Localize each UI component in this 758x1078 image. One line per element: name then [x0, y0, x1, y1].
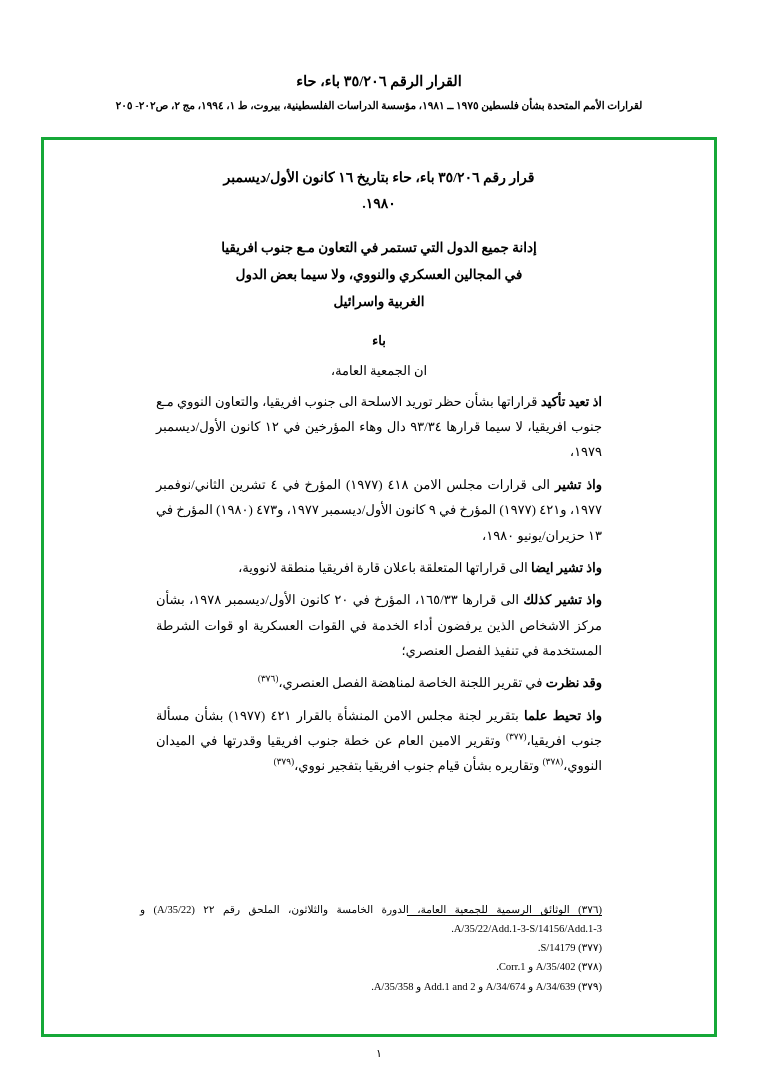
paragraph-6-text-3: وتقاريره بشأن قيام جنوب افريقيا بتفجير نووي، [294, 758, 543, 774]
content-frame [41, 137, 717, 1037]
resolution-title-line2: في المجالين العسكري والنووي، ولا سيما بعض الدول [235, 266, 523, 282]
paragraph-3-text: الى قراراتها المتعلقة باعلان قارة افريقيا منطقة لانووية، [238, 559, 532, 575]
resolution-heading-line2: ١٩٨٠. [362, 196, 396, 212]
footnote-376-marker: (٣٧٦) [578, 905, 603, 917]
paragraph-5 [156, 670, 602, 695]
paragraph-4-lead: واذ تشير كذلك [523, 592, 602, 608]
resolution-heading-line1: قرار رقم ٣٥/٢٠٦ باء، حاء بتاريخ ١٦ كانون الأول/ديسمبر [223, 171, 535, 186]
footnotes-block [140, 902, 602, 998]
paragraph-5-lead: وقد نظرت [545, 675, 602, 691]
paragraph-2-text: الى قرارات مجلس الامن ٤١٨ (١٩٧٧) المؤرخ في ٤ تشرين الثاني/نوفمبر ١٩٧٧، و٤٢١ (١٩٧٧) المؤرخ في ٩ كانون الأول/ديسمبر ١٩٧٧، و٤٧٣ (١٩٨٠) المؤرخ في ١٣ حزيران/يونيو ١٩٨٠، [156, 476, 602, 543]
footnote-378 [140, 959, 602, 977]
page-number: ١ [376, 1048, 382, 1060]
source-citation: لقرارات الأمم المتحدة بشأن فلسطين ١٩٧٥ ــ ١٩٨١، مؤسسة الدراسات الفلسطينية، بيروت، ط ١، ١٩٩٤، مج ٢، ص٢٠٢- ٢٠٥ [115, 101, 643, 113]
paragraph-2 [156, 472, 602, 548]
footnote-377-marker: (٣٧٧) [578, 942, 602, 954]
resolution-title-line1: إدانة جميع الدول التي تستمر في التعاون مـع جنوب افريقيا [221, 239, 537, 255]
footnote-ref-376[interactable]: (٣٧٦) [257, 673, 279, 684]
resolution-body [44, 166, 714, 786]
footnote-377 [140, 940, 602, 958]
footnote-379-text: A/34/639 و A/34/674 و Add.1 and 2 و A/35/358. [371, 981, 579, 993]
resolution-title-line3: الغربية واسرائيل [333, 293, 425, 309]
footnote-378-text: A/35/402 و Corr.1. [496, 962, 579, 974]
footnote-376-text: الوثائق الرسمية للجمعية العامة، الدورة الخامسة والثلاثون، الملحق رقم ٢٢ (A/35/22) و A/35/22/Add.1-3-S/14156/Add.1-3. [140, 905, 602, 935]
paragraph-1-lead: اذ تعيد تأكيد [540, 393, 602, 409]
paragraph-6 [156, 703, 602, 779]
footnote-378-marker: (٣٧٨) [578, 962, 602, 974]
paragraph-6-text-2: وتقرير الامين العام عن خطة جنوب افريقيا وقدرتها في الميدان النووي، [156, 732, 602, 774]
footnote-ref-379[interactable]: (٣٧٩) [273, 756, 295, 767]
paragraph-6-lead: واذ تحيط علما [524, 707, 602, 723]
paragraph-4-text: الى قرارها ١٦٥/٣٣، المؤرخ في ٢٠ كانون الأول/ديسمبر ١٩٧٨، بشأن مركز الاشخاص الذين يرفضون أداء الخدمة في القوات العسكرية او قوات الشرطة المستخدمة في تنفيذ الفصل العنصري؛ [156, 592, 602, 658]
footnote-ref-377[interactable]: (٣٧٧) [505, 731, 527, 742]
footnote-ref-378[interactable]: (٣٧٨) [542, 756, 564, 767]
footnote-376 [140, 902, 602, 939]
paragraph-6-text: بتقرير لجنة مجلس الامن المنشأة بالقرار ٤٢١ (١٩٧٧) بشأن مسألة جنوب افريقيا، [156, 707, 603, 748]
footnote-379 [140, 979, 602, 997]
paragraph-1 [156, 389, 602, 465]
paragraph-2-lead: واذ تشير [555, 476, 602, 492]
paragraph-3-lead: واذ تشير ايضا [531, 559, 602, 575]
page-title: القرار الرقم ٣٥/٢٠٦ باء، حاء [296, 74, 462, 90]
footnote-379-marker: (٣٧٩) [578, 981, 602, 993]
document-header [0, 72, 758, 115]
footnote-377-text: S/14179. [537, 942, 579, 954]
section-letter-mark: باء [372, 332, 386, 348]
resolution-heading [156, 166, 602, 218]
salutation: ان الجمعية العامة، [330, 362, 428, 378]
paragraph-1-text: قراراتها بشأن حظر توريد الاسلحة الى جنوب افريقيا، والتعاون النووي مـع جنوب افريقيا، لا سيما قرارها ٩٣/٣٤ دال وهاء المؤرخين في ١٢ كانون الأول/ديسمبر ١٩٧٩، [156, 393, 602, 460]
paragraph-5-text: في تقرير اللجنة الخاصة لمناهضة الفصل العنصري، [278, 675, 546, 691]
paragraph-4 [156, 587, 602, 663]
resolution-title [156, 234, 602, 315]
paragraph-3 [156, 555, 602, 580]
